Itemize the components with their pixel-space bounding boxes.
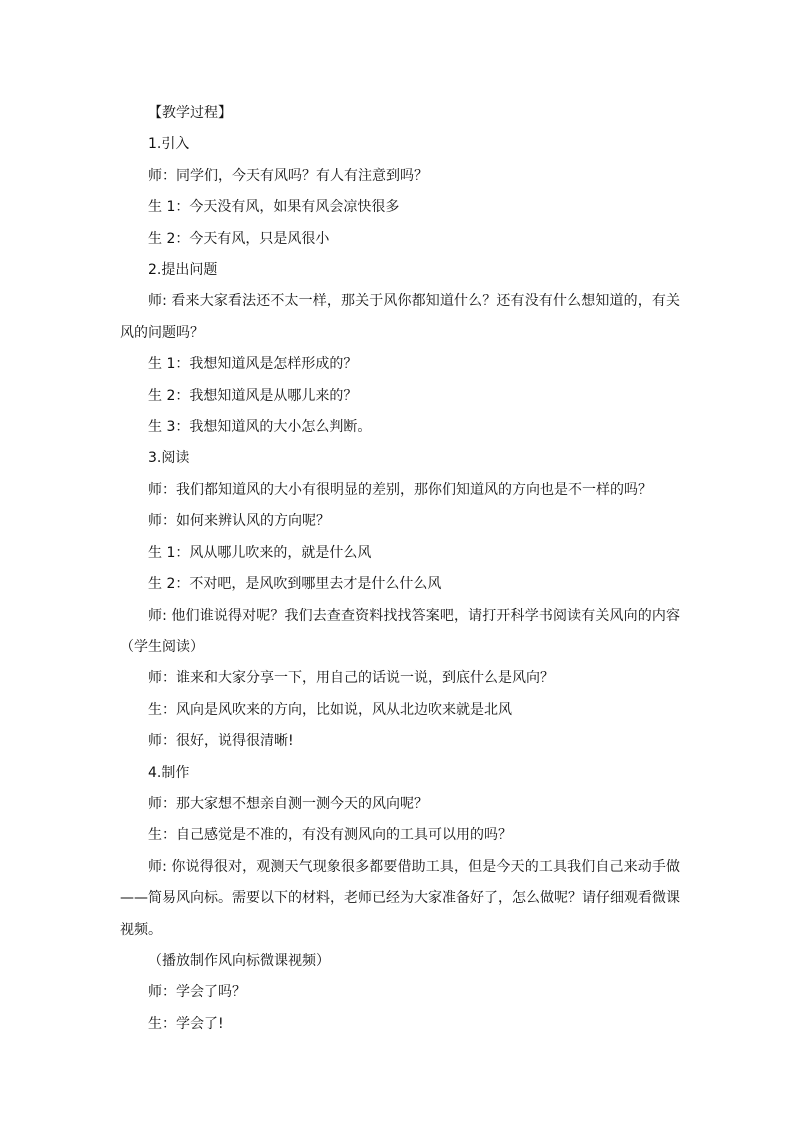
dialogue-line: 生 1：风从哪儿吹来的，就是什么风	[148, 544, 372, 561]
step-title-intro: 1.引入	[148, 136, 190, 153]
dialogue-line: 生 2：不对吧，是风吹到哪里去才是什么什么风	[148, 576, 442, 593]
dialogue-paragraph: 师: 他们谁说得对呢？我们去查查资料找找答案吧，请打开科学书阅读有关风向的内容（学生阅读）	[120, 607, 680, 655]
dialogue-line: 生 2：今天有风，只是风很小	[148, 230, 330, 247]
dialogue-line: 师：那大家想不想亲自测一测今天的风向呢？	[148, 795, 428, 812]
dialogue-line: 生 1：今天没有风，如果有风会凉快很多	[148, 199, 400, 216]
step-title-reading: 3.阅读	[148, 450, 190, 467]
stage-direction: （播放制作风向标微课视频）	[148, 952, 330, 969]
lesson-content	[120, 98, 680, 1040]
dialogue-line: 生：风向是风吹来的方向，比如说，风从北边吹来就是北风	[148, 701, 512, 718]
step-title-making: 4.制作	[148, 764, 190, 781]
section-heading: 【教学过程】	[148, 105, 232, 121]
dialogue-line: 生：自己感觉是不准的，有没有测风向的工具可以用的吗？	[148, 827, 512, 844]
dialogue-line: 师：我们都知道风的大小有很明显的差别，那你们知道风的方向也是不一样的吗？	[148, 481, 652, 498]
dialogue-line: 师：谁来和大家分享一下，用自己的话说一说，到底什么是风向？	[148, 670, 554, 687]
dialogue-line: 师：同学们，今天有风吗？有人有注意到吗？	[148, 167, 428, 184]
dialogue-line: 师：学会了吗？	[148, 984, 246, 1001]
dialogue-line: 师：很好，说得很清晰!	[148, 733, 294, 750]
dialogue-paragraph: 师: 你说得很对，观测天气现象很多都要借助工具，但是今天的工具我们自己来动手做——简易风向标。需要以下的材料，老师已经为大家准备好了，怎么做呢？请仔细观看微课视频。	[120, 858, 680, 938]
dialogue-line: 生 2：我想知道风是从哪儿来的？	[148, 387, 358, 404]
step-title-question: 2.提出问题	[148, 262, 218, 279]
dialogue-line: 生：学会了!	[148, 1015, 224, 1032]
dialogue-line: 生 1：我想知道风是怎样形成的？	[148, 356, 358, 373]
dialogue-paragraph: 师: 看来大家看法还不太一样，那关于风你都知道什么？还有没有什么想知道的，有关风的问题吗？	[120, 293, 680, 341]
dialogue-line: 师：如何来辨认风的方向呢？	[148, 513, 330, 530]
dialogue-line: 生 3：我想知道风的大小怎么判断。	[148, 419, 372, 436]
